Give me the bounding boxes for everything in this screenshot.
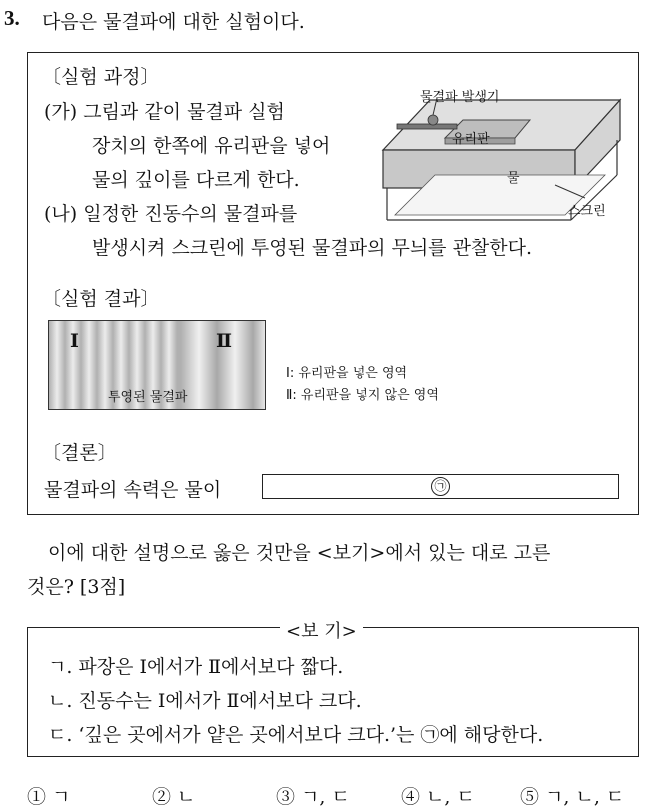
conclusion-text: 물결파의 속력은 물이 bbox=[44, 479, 222, 501]
choice-4[interactable]: ④ ㄴ, ㄷ bbox=[401, 786, 475, 808]
step-a-line-2: 장치의 한쪽에 유리판을 넣어 bbox=[92, 135, 331, 157]
prompt-line-2: 것은? [3점] bbox=[27, 576, 126, 598]
step-b-line-1: (나) 일정한 진동수의 물결파를 bbox=[44, 203, 298, 225]
region-1-label: Ⅰ bbox=[70, 330, 79, 352]
question-stem: 다음은 물결파에 대한 실험이다. bbox=[42, 11, 305, 33]
bogi-title: <보 기> bbox=[280, 617, 363, 643]
water-label: 물 bbox=[507, 171, 520, 186]
region-2-label: Ⅱ bbox=[216, 330, 233, 352]
glass-label: 유리판 bbox=[452, 132, 490, 147]
generator-label: 물결파 발생기 bbox=[420, 90, 500, 105]
choice-2[interactable]: ② ㄴ bbox=[152, 786, 196, 808]
blank-symbol: ㉠ bbox=[431, 477, 450, 496]
process-title: 〔실험 과정〕 bbox=[42, 66, 160, 88]
step-a-line-1: (가) 그림과 같이 물결파 실험 bbox=[44, 101, 285, 123]
bogi-item-3: ㄷ. ‘깊은 곳에서가 얕은 곳에서보다 크다.’는 ㉠에 해당한다. bbox=[48, 724, 544, 746]
screen-label: 스크린 bbox=[568, 204, 606, 219]
step-b-line-2: 발생시켜 스크린에 투영된 물결파의 무늬를 관찰한다. bbox=[92, 237, 533, 259]
wave-image-caption: 투영된 물결파 bbox=[108, 390, 188, 405]
bogi-item-1: ㄱ. 파장은 Ⅰ에서가 Ⅱ에서보다 짧다. bbox=[48, 656, 344, 678]
choice-5[interactable]: ⑤ ㄱ, ㄴ, ㄷ bbox=[520, 786, 625, 808]
conclusion-title: 〔결론〕 bbox=[42, 442, 117, 464]
question-number: 3. bbox=[4, 6, 20, 30]
step-a-line-3: 물의 깊이를 다르게 한다. bbox=[92, 169, 300, 191]
choice-3[interactable]: ③ ㄱ, ㄷ bbox=[276, 786, 350, 808]
choice-1[interactable]: ① ㄱ bbox=[27, 786, 71, 808]
legend-region-2: Ⅱ: 유리판을 넣지 않은 영역 bbox=[286, 388, 439, 403]
result-title: 〔실험 결과〕 bbox=[42, 288, 160, 310]
conclusion-blank bbox=[262, 474, 619, 499]
bogi-item-2: ㄴ. 진동수는 Ⅰ에서가 Ⅱ에서보다 크다. bbox=[48, 690, 362, 712]
legend-region-1: Ⅰ: 유리판을 넣은 영역 bbox=[286, 366, 408, 381]
prompt-line-1: 이에 대한 설명으로 옳은 것만을 <보기>에서 있는 대로 고른 bbox=[48, 542, 551, 564]
